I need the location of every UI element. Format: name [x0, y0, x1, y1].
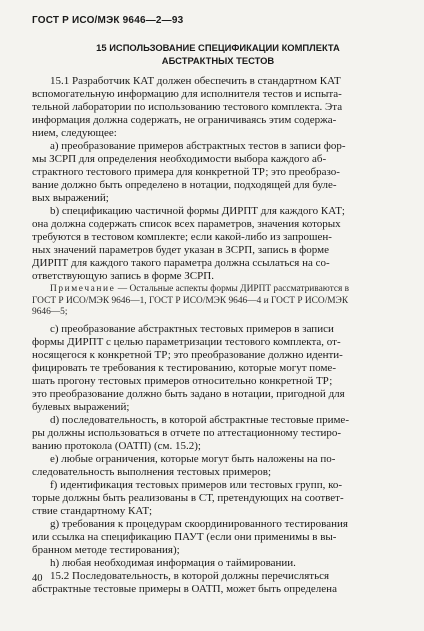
- note-text: — Остальные аспекты формы ДИРПТ рассматриваются в ГОСТ Р ИСО/МЭК 9646—1, ГОСТ Р ИСО/МЭК 9646—4 и ГОСТ Р ИСО/МЭК 9646—5;: [32, 284, 350, 317]
- list-item-e: e) любые ограничения, которые могут быть наложены на по- следовательность выполнения тестовых примеров;: [32, 452, 336, 478]
- paragraph-15-1: 15.1 Разработчик КАТ должен обеспечить в стандартном КАТ вспомогательную информацию для исполнителя тестов и испыта- тельной лаборатории по использованию тестового комплекта. Эта информация должна содержать, не ограничиваясь этим содержа- нием, следующее:: [32, 75, 343, 139]
- list-item-f: f) идентификация тестовых примеров или тестовых групп, ко- торые должны быть реализованы в СТ, претендующих на соответ- ствие стандартному КАТ;: [32, 478, 344, 517]
- section-title: 15 ИСПОЛЬЗОВАНИЕ СПЕЦИФИКАЦИИ КОМПЛЕКТА АБСТРАКТНЫХ ТЕСТОВ: [96, 42, 340, 66]
- note: [32, 284, 404, 319]
- note-lead: Примечание: [50, 284, 116, 294]
- document-header: ГОСТ Р ИСО/МЭК 9646—2—93: [32, 15, 184, 26]
- list-item-a: а) преобразование примеров абстрактных тестов в записи фор- мы ЗСРП для определения необходимости выбора каждого аб- страктного тестового примера для конкретной ТР; это преобразо- вание должно быть определено в нотации, подходящей для буле- вых выражений;: [32, 140, 346, 204]
- list-item-c: c) преобразование абстрактных тестовых примеров в записи формы ДИРПТ с целью параметризации тестового комплекта, от- носящегося к конкретной ТР; это преобразование должно иденти- фицировать те требования к тестированию, которые могут поме- шать прогону тестовых примеров относительно конкретной ТР; это преобразование должно быть задано в нотации, пригодной для булевых выражений;: [32, 322, 345, 413]
- list-item-h: h) любая необходимая информация о таймировании.: [50, 556, 296, 569]
- document-body: [32, 75, 404, 596]
- list-item-d: d) последовательность, в которой абстрактные тестовые приме- ры должны использоваться в отчете по аттестационному тестиро- ванию протокола (ОАТП) (см. 15.2);: [32, 413, 349, 452]
- paragraph-15-2: 15.2 Последовательность, в которой должны перечисляться абстрактные тестовые примеры в ОАТП, может быть определена: [32, 569, 337, 595]
- list-item-g: g) требования к процедурам скоординированного тестирования или ссылка на спецификацию ПАУТ (если они применимы в вы- бранном методе тестирования);: [32, 517, 348, 556]
- list-item-b: b) спецификацию частичной формы ДИРПТ для каждого КАТ; она должна содержать список всех параметров, значения которых требуются в тестовом комплекте; если какой-либо из запрошен- ных значений параметров будет указан в ЗСРП, запись в форме ДИРПТ для каждого такого параметра должна ссылаться на со- ответствующую запись в форме ЗСРП.: [32, 205, 345, 282]
- page-number: 40: [32, 573, 43, 584]
